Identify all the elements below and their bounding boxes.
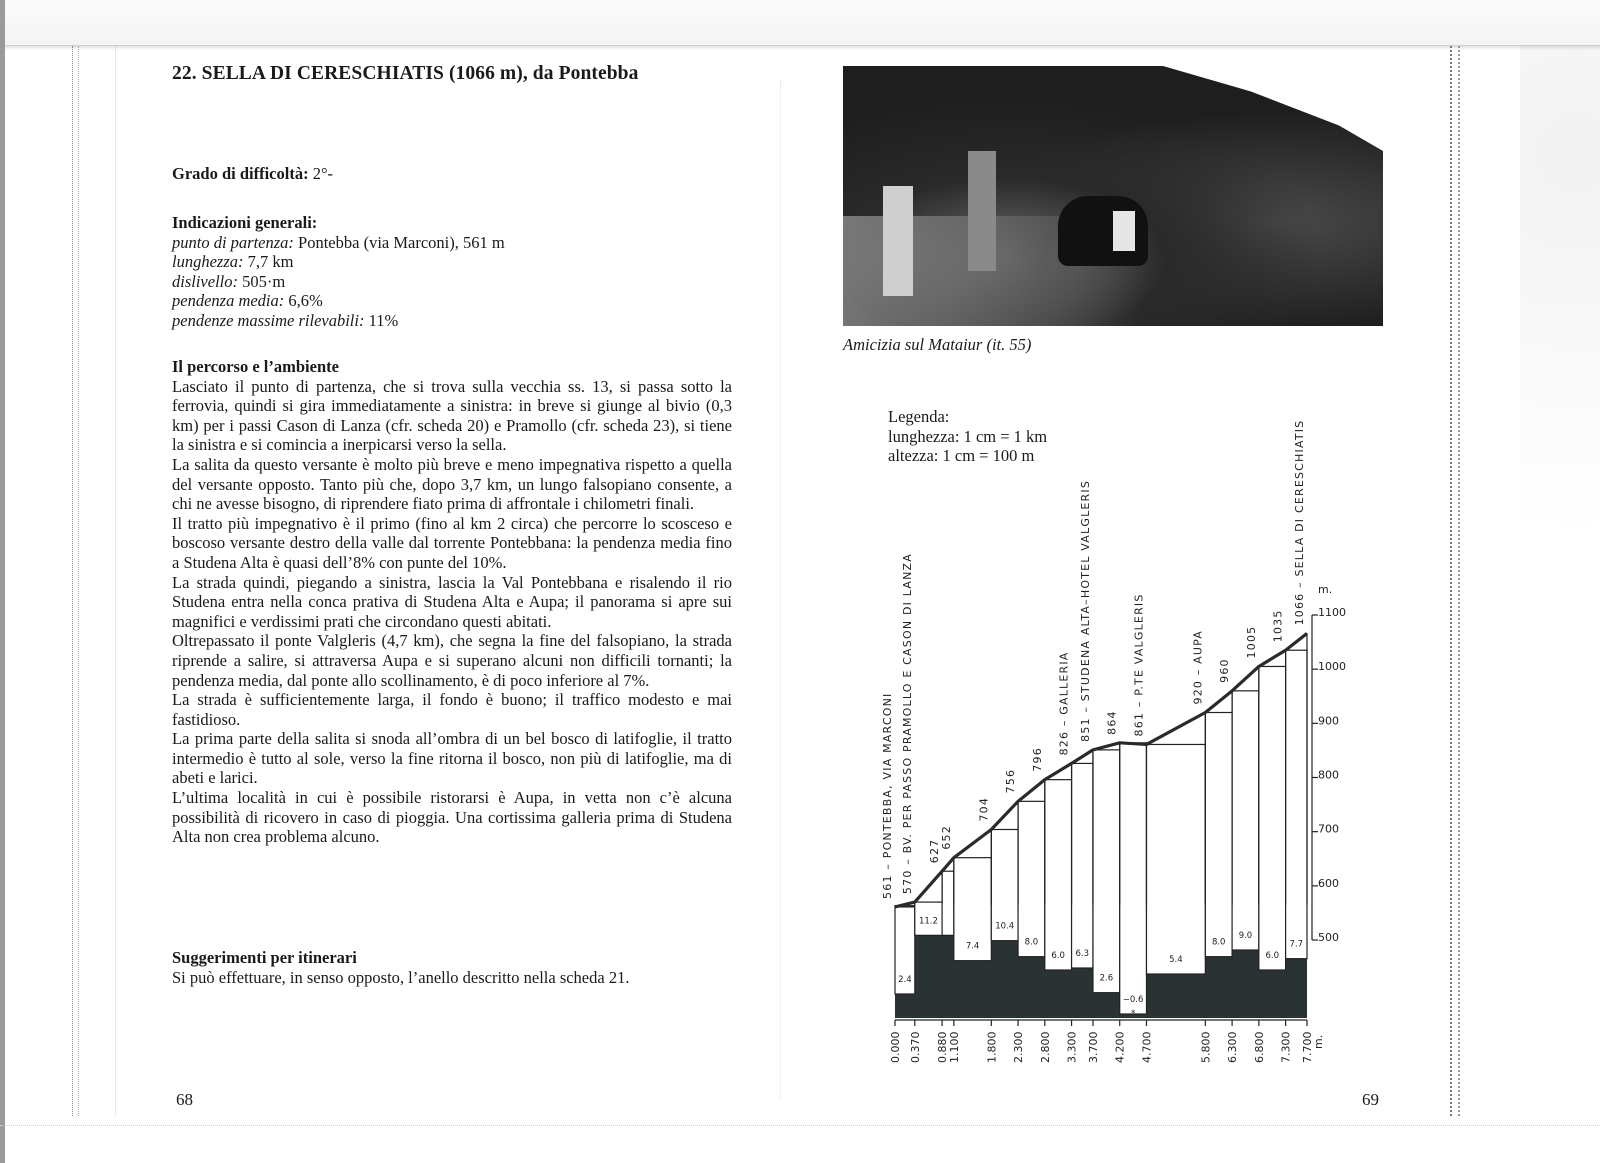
route-paragraph: La strada quindi, piegando a sinistra, lascia la Val Pontebbana e risalendo il rio Studena entra nella conca prativa di Studena Alta e Aupa; il panorama si apre sui magnifici e verdissimi prati che circondano questi abitati. [172, 572, 732, 631]
info-key: dislivello: [172, 271, 238, 291]
gradient-label: 11.2 [918, 916, 938, 927]
gradient-box [1232, 691, 1259, 950]
info-key: lunghezza: [172, 252, 244, 272]
gradient-box [1045, 780, 1072, 970]
page-title: 22. SELLA DI CERESCHIATIS (1066 m), da Pontebba [172, 63, 639, 84]
point-label: 960 [1218, 658, 1232, 683]
point-label: 864 [1105, 710, 1119, 735]
gradient-label: 10.4 [995, 921, 1015, 932]
point-label: 796 [1030, 747, 1044, 772]
x-tick-label: 1.800 [985, 1031, 999, 1063]
y-tick-label: 1000 [1318, 660, 1346, 674]
gradient-label: 7.4 [965, 941, 980, 952]
route-paragraph: Il tratto più impegnativo è il primo (fino al km 2 circa) che percorre lo scosceso e boscoso versante destro della valle dal torrente Pontebbana: la pendenza media fino a Studena Alta è quasi dell’8% con punte del 10%. [172, 513, 732, 572]
y-tick-label: 600 [1318, 876, 1339, 890]
gradient-label: 8.0 [1211, 937, 1226, 948]
x-tick-label: 4.200 [1113, 1031, 1127, 1063]
info-value: Pontebba (via Marconi), 561 m [293, 232, 505, 252]
x-tick-label: 6.800 [1252, 1031, 1266, 1063]
point-label: 861 – P.TE VALGLERIS [1132, 593, 1146, 737]
point-label: 570 – BV. PER PASSO PRAMOLLO E CASON DI LANZA [900, 553, 914, 895]
point-label: 561 – PONTEBBA, VIA MARCONI [881, 692, 894, 899]
x-tick-label: 7.700 [1301, 1031, 1314, 1063]
route-paragraph: L’ultima località in cui è possibile ristorarsi è Aupa, in vetta non c’è alcuna possibilità di ricovero in caso di pioggia. Una cortissima galleria prima di Studena Alta non crea problema alcuno. [172, 788, 732, 847]
info-value: 7,7 km [243, 252, 294, 272]
route-paragraph: La strada è sufficientemente larga, il fondo è buono; il traffico modesto e mai fastidioso. [172, 690, 732, 729]
y-tick-label: 700 [1318, 822, 1339, 836]
x-tick-label: 0.880 [936, 1031, 950, 1063]
legend-height-scale: altezza: 1 cm = 100 m [888, 446, 1035, 465]
point-label: 756 [1004, 768, 1018, 794]
gradient-label: 7.7 [1289, 939, 1304, 950]
gradient-box [1072, 763, 1093, 968]
point-label: 1035 [1271, 609, 1285, 643]
route-paragraph: Lasciato il punto di partenza, che si trova sulla vecchia ss. 13, si passa sotto la ferrovia, quindi si gira immediatamente a sinistra: in breve si giunge al bivio (0,3 km) per i passi Cason di Lanza (cfr. scheda 20) e Pramollo (cfr. scheda 23), si tiene la sinistra e si comincia a inerpicarsi verso la sella. [172, 376, 732, 455]
x-tick-label: 5.800 [1199, 1031, 1213, 1063]
gradient-note: * [1130, 1009, 1136, 1019]
legend-length-scale: lunghezza: 1 cm = 1 km [888, 426, 1048, 446]
photo-caption: Amicizia sul Mataiur (it. 55) [843, 335, 1032, 354]
page-number-right: 69 [1362, 1090, 1379, 1109]
x-tick-label: 3.700 [1086, 1031, 1100, 1063]
route-heading: Il percorso e l’ambiente [172, 357, 339, 376]
gradient-label: 6.3 [1075, 949, 1090, 959]
x-tick-label: 4.700 [1140, 1031, 1154, 1063]
gradient-label: 9.0 [1238, 931, 1253, 941]
gradient-label: 8.0 [1024, 937, 1039, 948]
gradient-label: 2.6 [1099, 973, 1114, 984]
y-tick-label: 500 [1318, 931, 1339, 944]
info-value: 6,6% [284, 291, 323, 311]
x-tick-label: 0.370 [908, 1031, 922, 1063]
gradient-label: −0.6 [1122, 995, 1144, 1005]
legend-title: Legenda: [888, 407, 950, 426]
gradient-label: 2.4 [898, 975, 912, 985]
point-label: 826 – GALLERIA [1057, 651, 1071, 756]
difficulty-label: Grado di difficoltà: [172, 164, 309, 183]
route-paragraph: La prima parte della salita si snoda all’ombra di un bel bosco di latifoglie, il tratto intermedio è tutto al sole, verso la fine ritorna il bosco, non più di latifoglie, ma di abeti e larici. [172, 729, 732, 788]
point-label: 1005 [1244, 625, 1258, 659]
point-label: 851 – STUDENA ALTA–HOTEL VALGLERIS [1078, 479, 1092, 742]
info-value: 505·m [237, 271, 286, 291]
gradient-box [1259, 666, 1286, 970]
suggestions-text: Si può effettuare, in senso opposto, l’anello descritto nella scheda 21. [172, 967, 630, 987]
x-tick-label: 0.000 [889, 1031, 902, 1063]
difficulty-value: 2°- [308, 164, 334, 183]
gradient-label: 6.0 [1265, 951, 1279, 961]
point-label: 1066 – SELLA DI CERESCHIATIS [1293, 419, 1306, 626]
x-tick-label: 7.300 [1279, 1031, 1293, 1063]
gradient-label: 5.4 [1169, 955, 1183, 965]
x-unit-label: m. [1312, 1034, 1325, 1049]
page-number-left: 68 [176, 1090, 193, 1109]
y-tick-label: 900 [1318, 714, 1339, 728]
info-key: punto di partenza: [172, 232, 294, 252]
x-tick-label: 2.300 [1012, 1031, 1026, 1063]
gradient-box [1018, 801, 1045, 956]
point-label: 920 – AUPA [1191, 629, 1205, 705]
info-key: pendenze massime rilevabili: [172, 310, 365, 330]
y-tick-label: 800 [1318, 768, 1339, 782]
route-paragraph: Oltrepassato il ponte Valgleris (4,7 km), che segna la fine del falsopiano, la strada riprende a salire, si attraversa Aupa e si superano alcuni non difficili tornanti; la pendenza media, dal ponte allo scollinamento, è di poco inferiore al 7%. [172, 631, 732, 690]
gradient-box [1120, 743, 1147, 1014]
x-tick-label: 2.800 [1038, 1031, 1052, 1063]
gradient-box [1146, 744, 1205, 974]
gradient-box [1205, 713, 1232, 957]
x-tick-label: 6.300 [1226, 1031, 1240, 1063]
suggestions-heading: Suggerimenti per itinerari [172, 948, 357, 967]
y-tick-label: 1100 [1318, 606, 1346, 619]
gradient-box [1093, 750, 1120, 993]
y-unit-label: m. [1318, 583, 1333, 596]
info-key: pendenza media: [172, 291, 285, 311]
general-heading: Indicazioni generali: [172, 213, 318, 232]
gradient-box [1286, 650, 1307, 958]
point-label: 627 [928, 838, 942, 864]
info-value: 11% [364, 310, 399, 330]
point-label: 652 [939, 825, 953, 850]
x-tick-label: 1.100 [947, 1031, 961, 1063]
gradient-box [942, 871, 954, 935]
route-paragraph: La salita da questo versante è molto più breve e meno impegnativa rispetto a quella del versante opposto. Tanto più che, dopo 3,7 km, un lungo falsopiano consente, a chi ne avesse bisogno, di riprendere fiato prima di affrontale i chilometri finali. [172, 454, 732, 514]
point-label: 704 [977, 796, 991, 822]
x-tick-label: 3.300 [1065, 1031, 1079, 1063]
gradient-label: 6.0 [1051, 951, 1065, 961]
